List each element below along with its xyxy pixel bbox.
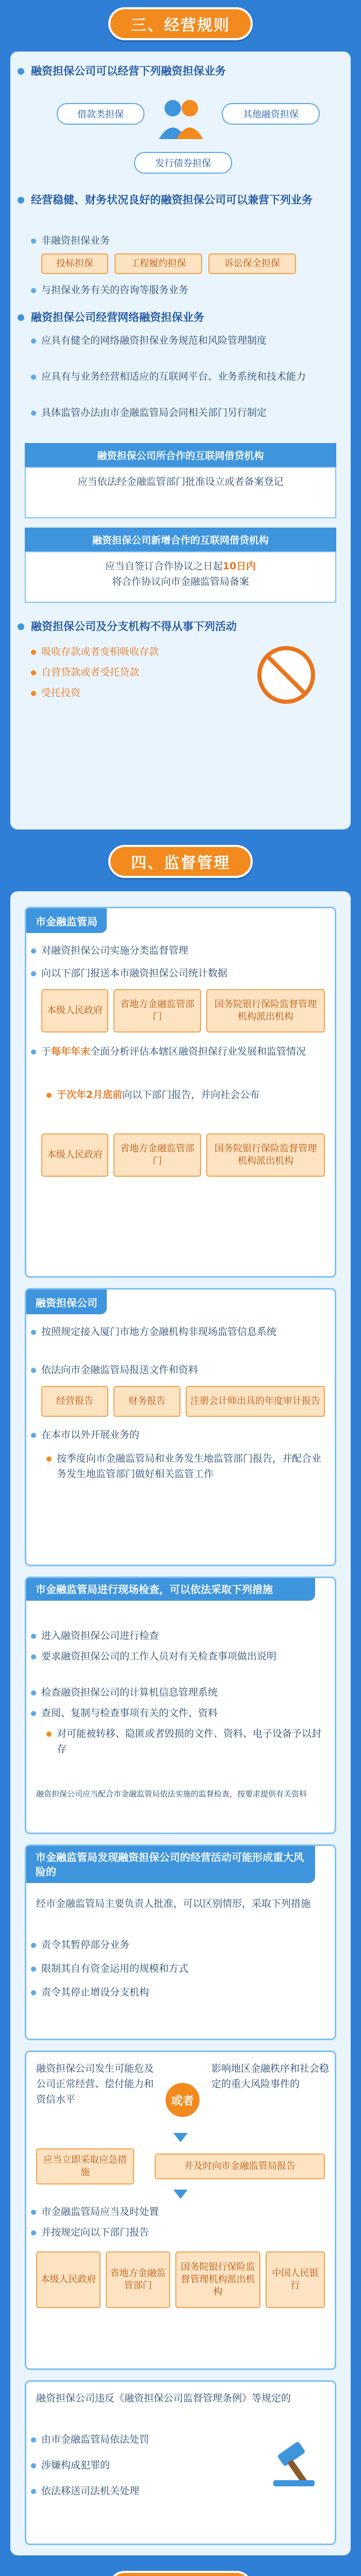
tag-local-gov-2: 本级人民政府 bbox=[41, 1133, 108, 1177]
flow-left-condition: 融资担保公司发生可能危及公司正常经营、偿付能力和资信水平 bbox=[36, 2063, 154, 2105]
item-criminal: 涉嫌构成犯罪的 bbox=[41, 2458, 330, 2473]
flow-report-regulator: 并及时向市金融监管局报告 bbox=[155, 2154, 325, 2179]
tag-audit-report: 注册会计师出具的年度审计报告 bbox=[186, 1386, 325, 1417]
tag-provincial-regulator-2: 省地方金融监管部门 bbox=[113, 1133, 201, 1177]
tag-cbirc-branch-3: 国务院银行保险监督管理机构派出机构 bbox=[175, 2251, 260, 2308]
card-title: 市金融监管局 bbox=[26, 908, 107, 933]
flow-arrow-1 bbox=[173, 2133, 188, 2142]
stop-sign-icon bbox=[242, 644, 330, 706]
flow-timely-disposal: 市金融监管局应当及时处置 bbox=[41, 2204, 330, 2219]
item-online-req-1: 应具有健全的网络融资担保业务规范和风险管理制度 bbox=[41, 333, 330, 348]
section-header-rules: 三、经营规则 bbox=[108, 7, 253, 40]
card-title: 市金融监管局进行现场检查，可以依法采取下列措施 bbox=[26, 1578, 315, 1601]
box-cooperating-lenders: 应当依法经金融监管部门批准设立或者备案登记 bbox=[25, 467, 336, 518]
bar-cooperating-lenders: 融资担保公司所合作的互联网借贷机构 bbox=[25, 443, 336, 467]
or-badge: 或者 bbox=[164, 2081, 201, 2119]
item-submit-documents: 依法向市金融监管局报送文件和资料 bbox=[41, 1362, 330, 1378]
tag-pboc: 中国人民银行 bbox=[266, 2251, 325, 2308]
pill-bond-guarantee: 发行债券担保 bbox=[134, 152, 232, 174]
item-prohibited-deposits: 吸收存款或者变相吸收存款 bbox=[41, 644, 330, 659]
card-title: 市金融监管局发现融资担保公司的经营活动可能形成重大风险的 bbox=[26, 1846, 315, 1883]
pill-loan-guarantee: 借款类担保 bbox=[57, 103, 144, 125]
tag-provincial-regulator: 省地方金融监管部门 bbox=[113, 989, 201, 1032]
bullet-icon bbox=[18, 68, 24, 75]
card-title: 融资担保公司 bbox=[26, 1290, 107, 1314]
tag-bid-guarantee: 投标担保 bbox=[41, 253, 108, 274]
tag-local-gov: 本级人民政府 bbox=[41, 989, 108, 1032]
item-connect-system: 按照规定接入厦门市地方金融机构非现场监管信息系统 bbox=[41, 1324, 330, 1340]
section-header-supervision: 四、监督管理 bbox=[108, 845, 253, 878]
item-inspect-copy: 查阅、复制与检查事项有关的文件、资料 bbox=[41, 1705, 330, 1721]
tag-financial-report: 财务报告 bbox=[113, 1386, 180, 1417]
item-limit-funds: 限制其自有资金运用的规模和方式 bbox=[41, 1961, 330, 1976]
bullet-concurrent-business: 经营稳健、财务状况良好的融资担保公司可以兼营下列业务 bbox=[31, 192, 330, 208]
item-risk-intro: 经市金融监管局主要负责人批准，可以区别情形，采取下列措施 bbox=[36, 1898, 311, 1909]
item-inspect-enter: 进入融资担保公司进行检查 bbox=[41, 1628, 330, 1643]
pill-other-guarantee: 其他融资担保 bbox=[222, 103, 320, 125]
bar-new-lenders: 融资担保公司新增合作的互联网借贷机构 bbox=[25, 528, 336, 551]
item-stop-branches: 责令其停止增设分支机构 bbox=[41, 1985, 330, 2000]
tag-litigation-guarantee: 诉讼保全担保 bbox=[208, 253, 296, 274]
box-new-lenders: 应当自签订合作协议之日起10日内 将合作协议向市金融监管局备案 bbox=[25, 551, 336, 603]
bullet-icon bbox=[18, 623, 24, 630]
bullet-prohibited: 融资担保公司及分支机构不得从事下列活动 bbox=[31, 618, 330, 635]
tag-operating-report: 经营报告 bbox=[41, 1386, 108, 1417]
bullet-financing-guarantee: 融资担保公司可以经营下列融资担保业务 bbox=[31, 63, 330, 79]
tag-performance-guarantee: 工程履约担保 bbox=[114, 253, 202, 274]
flow-report-depts: 并按规定向以下部门报告 bbox=[41, 2225, 330, 2240]
item-inspect-seal: 对可能被转移、隐匿或者毁损的文件、资料、电子设备予以封存 bbox=[57, 1726, 325, 1757]
violation-intro: 融资担保公司违反《融资担保公司监督管理条例》等规定的 bbox=[36, 2393, 291, 2404]
item-inspect-explain: 要求融资担保公司的工作人员对有关检查事项做出说明 bbox=[41, 1649, 330, 1664]
item-quarterly-report: 按季度向市金融监管局和业务发生地监管部门报告，并配合业务发生地监管部门做好相关监管工作 bbox=[57, 1451, 325, 1482]
item-inspect-systems: 检查融资担保公司的计算机信息管理系统 bbox=[41, 1685, 330, 1700]
bullet-icon bbox=[18, 197, 24, 204]
item-classified-supervision: 对融资担保公司实施分类监督管理 bbox=[41, 943, 330, 958]
flow-emergency-measures: 应当立即采取应急措施 bbox=[36, 2148, 134, 2184]
bullet-icon bbox=[18, 314, 24, 321]
item-non-financing: 非融资担保业务 bbox=[41, 233, 330, 248]
flow-right-condition: 影响地区金融秩序和社会稳定的重大风险事件的 bbox=[211, 2063, 330, 2090]
item-prohibited-investment: 受托投资 bbox=[41, 685, 330, 701]
tag-local-gov-3: 本级人民政府 bbox=[36, 2251, 101, 2308]
inspection-cooperation-note: 融资担保公司应当配合市金融监管局依法实施的监督检查，按要求提供有关资料 bbox=[36, 1789, 307, 1799]
item-prohibited-loans: 自营贷款或者受托贷款 bbox=[41, 665, 330, 680]
item-penalty: 由市金融监管局依法处罚 bbox=[41, 2432, 330, 2447]
item-report-stats: 向以下部门报送本市融资担保公司统计数据 bbox=[41, 965, 330, 981]
tag-cbirc-branch: 国务院银行保险监督管理机构派出机构 bbox=[206, 989, 325, 1032]
item-consulting: 与担保业务有关的咨询等服务业务 bbox=[41, 282, 330, 298]
item-feb-report: 于次年2月底前向以下部门报告，并向社会公布 bbox=[57, 1087, 325, 1103]
item-online-req-2: 应具有与业务经营相适应的互联网平台、业务系统和技术能力 bbox=[41, 369, 330, 384]
tag-cbirc-branch-2: 国务院银行保险监督管理机构派出机构 bbox=[206, 1133, 325, 1177]
gavel-icon bbox=[268, 2432, 325, 2488]
item-annual-evaluation: 于每年年末全面分析评估本辖区融资担保行业发展和监管情况 bbox=[41, 1044, 330, 1059]
people-icon bbox=[155, 93, 206, 144]
item-transfer-judicial: 依法移送司法机关处理 bbox=[41, 2483, 330, 2499]
item-online-req-3: 具体监管办法由市金融监管局会同相关部门另行制定 bbox=[41, 405, 330, 420]
tag-provincial-regulator-3: 省地方金融监管部门 bbox=[106, 2251, 170, 2308]
bullet-online-guarantee: 融资担保公司经营网络融资担保业务 bbox=[31, 309, 330, 326]
section-header-appendix bbox=[108, 2571, 253, 2576]
item-outside-city: 在本市以外开展业务的 bbox=[41, 1427, 330, 1443]
item-suspend-business: 责令其暂停部分业务 bbox=[41, 1937, 330, 1953]
flow-arrow-2 bbox=[173, 2190, 188, 2199]
